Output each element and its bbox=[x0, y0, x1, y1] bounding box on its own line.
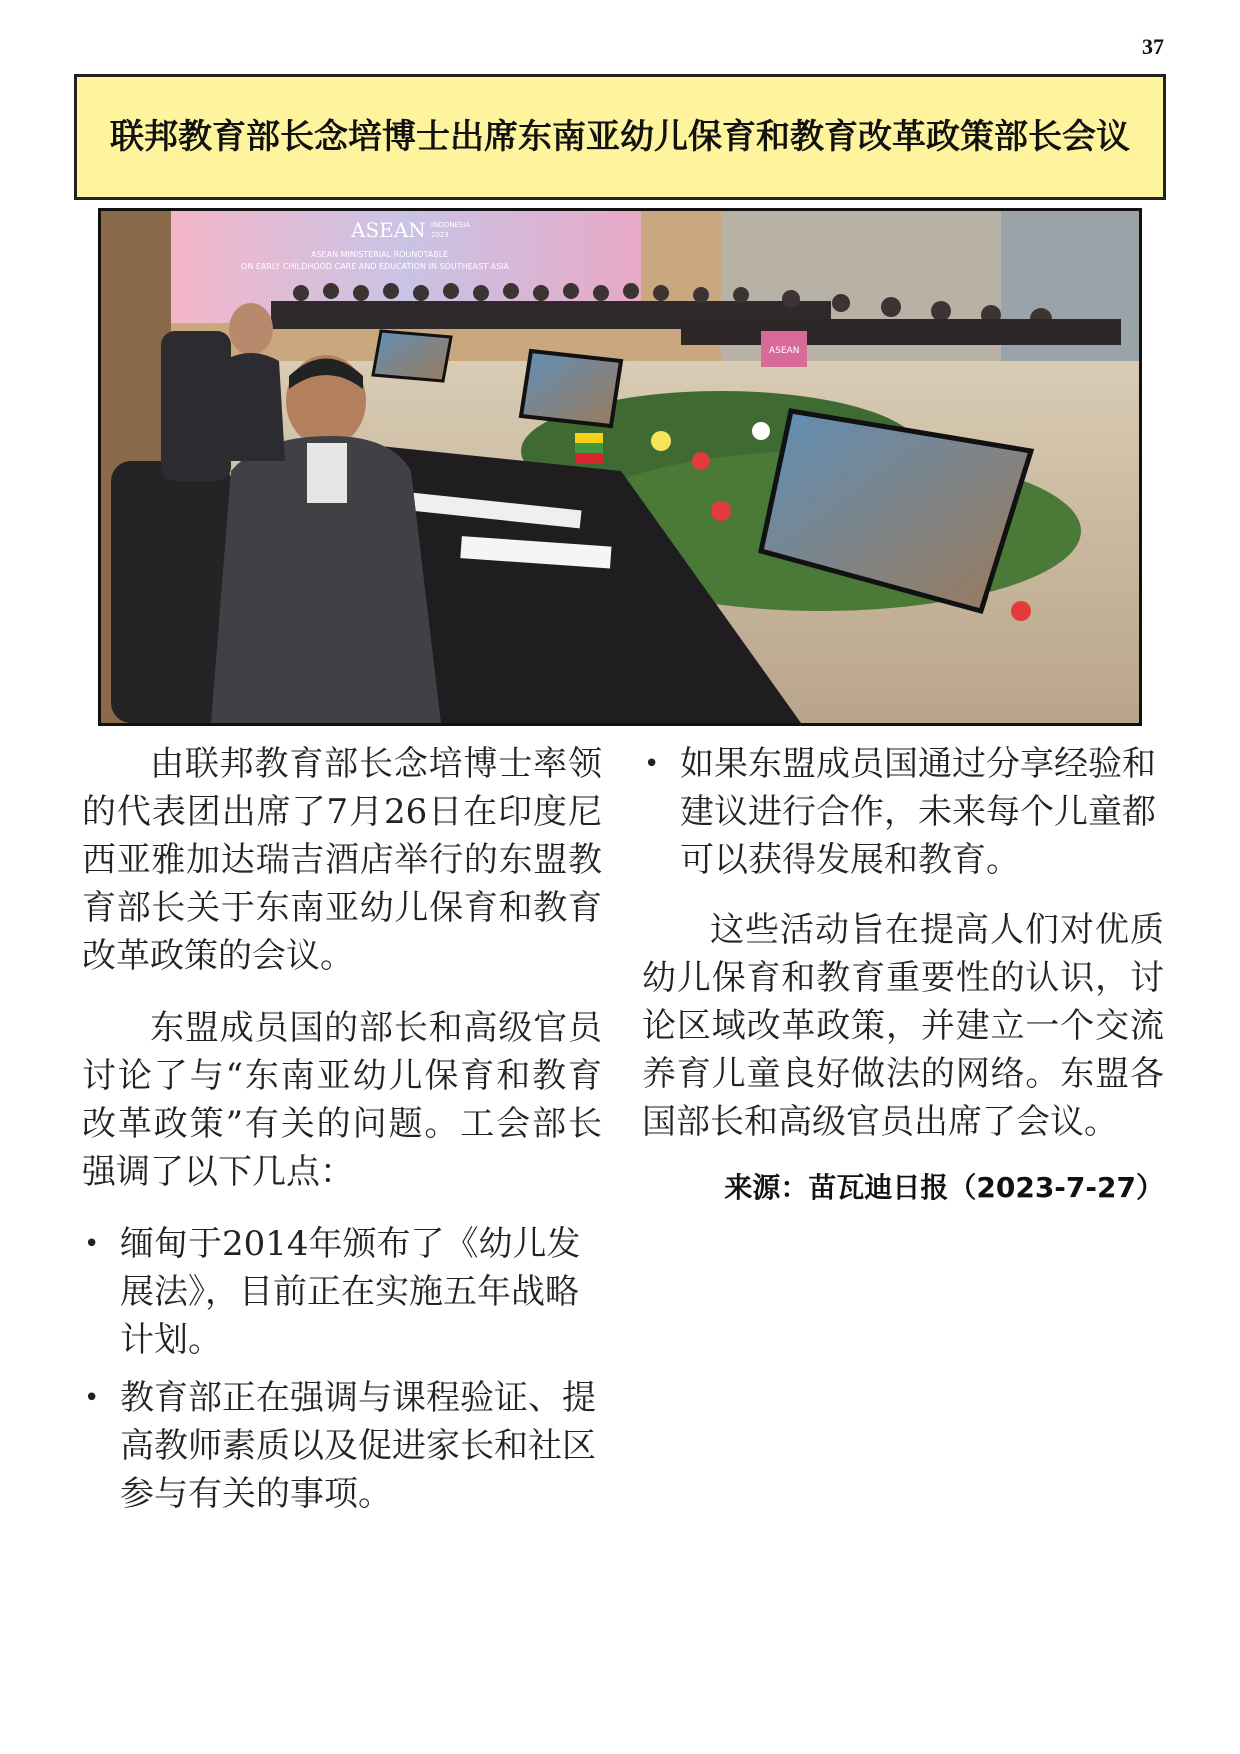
screen-1 bbox=[521, 351, 621, 426]
banner-country: INDONESIA bbox=[431, 221, 471, 229]
bullet-text: 如果东盟成员国通过分享经验和建议进行合作，未来每个儿童都可以获得发展和教育。 bbox=[680, 744, 1156, 880]
delegate-shirt bbox=[307, 443, 347, 503]
right-table bbox=[681, 319, 1121, 345]
right-column bbox=[642, 740, 1164, 1210]
screen-3 bbox=[373, 331, 451, 381]
paragraph-2: 东盟成员国的部长和高级官员讨论了与“东南亚幼儿保育和教育改革政策”有关的问题。工会部长强调了以下几点： bbox=[82, 1008, 602, 1192]
bullet-list-left bbox=[82, 1220, 602, 1518]
banner-logo: ASEAN bbox=[351, 218, 426, 242]
left-column bbox=[82, 740, 602, 1540]
bullet-text: 教育部正在强调与课程验证、提高教师素质以及促进家长和社区参与有关的事项。 bbox=[120, 1378, 596, 1514]
meeting-photo-illustration bbox=[101, 211, 1139, 723]
paragraph-3: 这些活动旨在提高人们对优质幼儿保育和教育重要性的认识，讨论区域改革政策，并建立一个交流养育儿童良好做法的网络。东盟各国部长和高级官员出席了会议。 bbox=[642, 910, 1164, 1142]
bullet-list-right bbox=[642, 740, 1164, 884]
bullet-text: 缅甸于2014年颁布了《幼儿发展法》，目前正在实施五年战略计划。 bbox=[120, 1224, 581, 1360]
article-title: 联邦教育部长念培博士出席东南亚幼儿保育和教育改革政策部长会议 bbox=[110, 117, 1130, 157]
banner-line1: ASEAN MINISTERIAL ROUNDTABLE bbox=[311, 250, 449, 259]
bullet-icon: • bbox=[644, 749, 660, 779]
banner-year: 2023 bbox=[431, 231, 449, 239]
paragraph-1: 由联邦教育部长念培博士率领的代表团出席了7月26日在印度尼西亚雅加达瑞吉酒店举行的东盟教育部长关于东南亚幼儿保育和教育改革政策的会议。 bbox=[82, 744, 602, 976]
list-item bbox=[82, 1374, 602, 1518]
bullet-icon: • bbox=[84, 1229, 100, 1259]
banner-line2: ON EARLY CHILDHOOD CARE AND EDUCATION IN SOUTHEAST ASIA bbox=[241, 262, 510, 271]
bullet-icon: • bbox=[84, 1383, 100, 1413]
meeting-photo bbox=[98, 208, 1142, 726]
woman-head bbox=[229, 303, 273, 355]
list-item bbox=[642, 740, 1164, 884]
source-credit: 来源：苗瓦迪日报（2023-7-27） bbox=[724, 1171, 1164, 1204]
title-box bbox=[74, 74, 1166, 200]
woman-suit bbox=[217, 353, 285, 461]
list-item bbox=[82, 1220, 602, 1364]
flag-red bbox=[575, 453, 603, 463]
flag-yellow bbox=[575, 433, 603, 443]
table-sign-text: ASEAN bbox=[769, 346, 800, 356]
flag-green bbox=[575, 443, 603, 453]
chair-front bbox=[111, 461, 231, 723]
page-number: 37 bbox=[1142, 34, 1164, 59]
